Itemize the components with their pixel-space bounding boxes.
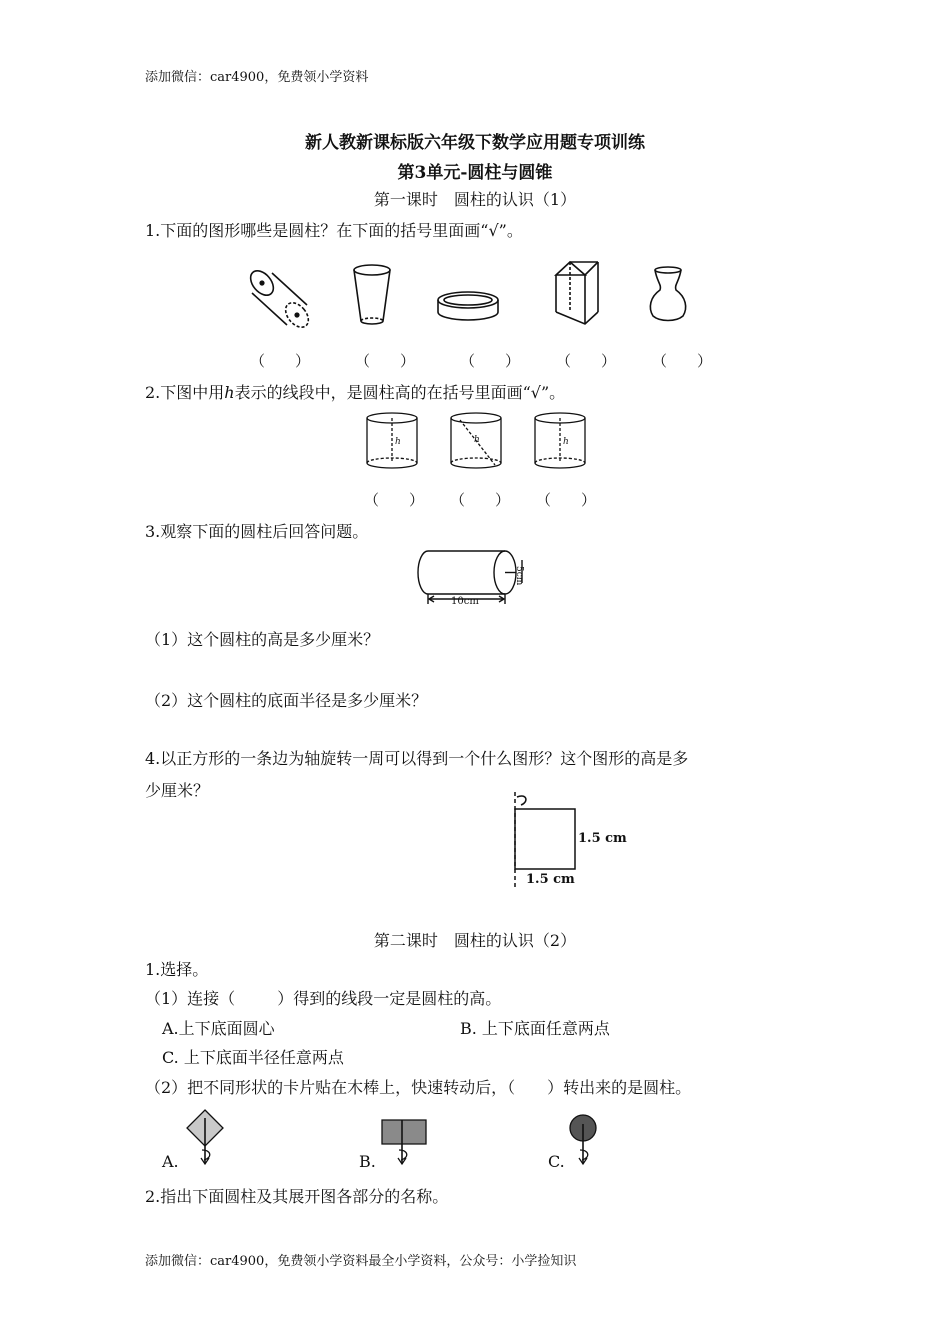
l2-q1-opt-a: A.上下底面圆心 bbox=[162, 1019, 275, 1038]
l2-card-label-c: C. bbox=[548, 1152, 565, 1171]
l2-card-label-b: B. bbox=[359, 1152, 376, 1171]
l1-q4-side-label: 1.5 cm bbox=[578, 831, 627, 846]
h-label-2: h bbox=[474, 435, 480, 445]
l2-q1-opt-b: B. 上下底面任意两点 bbox=[460, 1019, 610, 1038]
l2-q1-sub2: （2）把不同形状的卡片贴在木棒上，快速转动后，（ ）转出来的是圆柱。 bbox=[145, 1078, 692, 1097]
l2-q1-sub1: （1）连接（ ）得到的线段一定是圆柱的高。 bbox=[145, 989, 502, 1008]
lesson2-title: 第二课时 圆柱的认识（2） bbox=[373, 931, 577, 950]
l1-q3-radius-label: 5cm bbox=[514, 566, 524, 586]
l1-q4-line2: 少厘米？ bbox=[145, 781, 210, 800]
h-label-1: h bbox=[395, 437, 401, 447]
l1-q3-length-label: 10cm bbox=[451, 596, 479, 607]
l1-q3-text: 3.观察下面的圆柱后回答问题。 bbox=[145, 522, 369, 541]
card-circle bbox=[570, 1115, 596, 1164]
card-diamond bbox=[187, 1110, 223, 1164]
l1-q4-line1: 4.以正方形的一条边为轴旋转一周可以得到一个什么图形？这个图形的高是多 bbox=[145, 749, 689, 768]
l2-q2-text: 2.指出下面圆柱及其展开图各部分的名称。 bbox=[145, 1187, 449, 1206]
l1-q4-bottom-label: 1.5 cm bbox=[526, 872, 575, 887]
l1-q1-blank-5[interactable]: （ ） bbox=[652, 352, 713, 370]
l1-q1-text: 1.下面的图形哪些是圆柱？在下面的括号里面画“√”。 bbox=[145, 221, 523, 240]
l2-q1-opt-c: C. 上下底面半径任意两点 bbox=[162, 1048, 344, 1067]
l1-q2-text: 2.下图中用h表示的线段中，是圆柱高的在括号里面画“√”。 bbox=[145, 383, 566, 402]
l1-q1-blank-1[interactable]: （ ） bbox=[250, 352, 311, 370]
l1-q3-sub2: （2）这个圆柱的底面半径是多少厘米？ bbox=[145, 691, 428, 710]
unit-title: 第3单元-圆柱与圆锥 bbox=[397, 163, 553, 183]
doc-title: 新人教新课标版六年级下数学应用题专项训练 bbox=[305, 133, 645, 153]
card-rectangle bbox=[382, 1120, 426, 1164]
l1-q2-blank-1[interactable]: （ ） bbox=[364, 491, 425, 509]
page-footer: 添加微信：car4900，免费领小学资料最全小学资料，公众号：小学捡知识 bbox=[145, 1254, 577, 1269]
l2-card-label-a: A. bbox=[162, 1152, 179, 1171]
lesson1-title: 第一课时 圆柱的认识（1） bbox=[373, 190, 577, 209]
l1-q2-blank-2[interactable]: （ ） bbox=[450, 491, 511, 509]
l1-q1-blank-3[interactable]: （ ） bbox=[460, 352, 521, 370]
l1-q1-blank-4[interactable]: （ ） bbox=[556, 352, 617, 370]
page-header: 添加微信：car4900，免费领小学资料 bbox=[145, 70, 369, 85]
h-label-3: h bbox=[563, 437, 569, 447]
h-variable: h bbox=[224, 383, 235, 402]
l2-q1-text: 1.选择。 bbox=[145, 960, 209, 979]
l1-q2-blank-3[interactable]: （ ） bbox=[536, 491, 597, 509]
l1-q3-sub1: （1）这个圆柱的高是多少厘米？ bbox=[145, 630, 380, 649]
l1-q1-blank-2[interactable]: （ ） bbox=[355, 352, 416, 370]
